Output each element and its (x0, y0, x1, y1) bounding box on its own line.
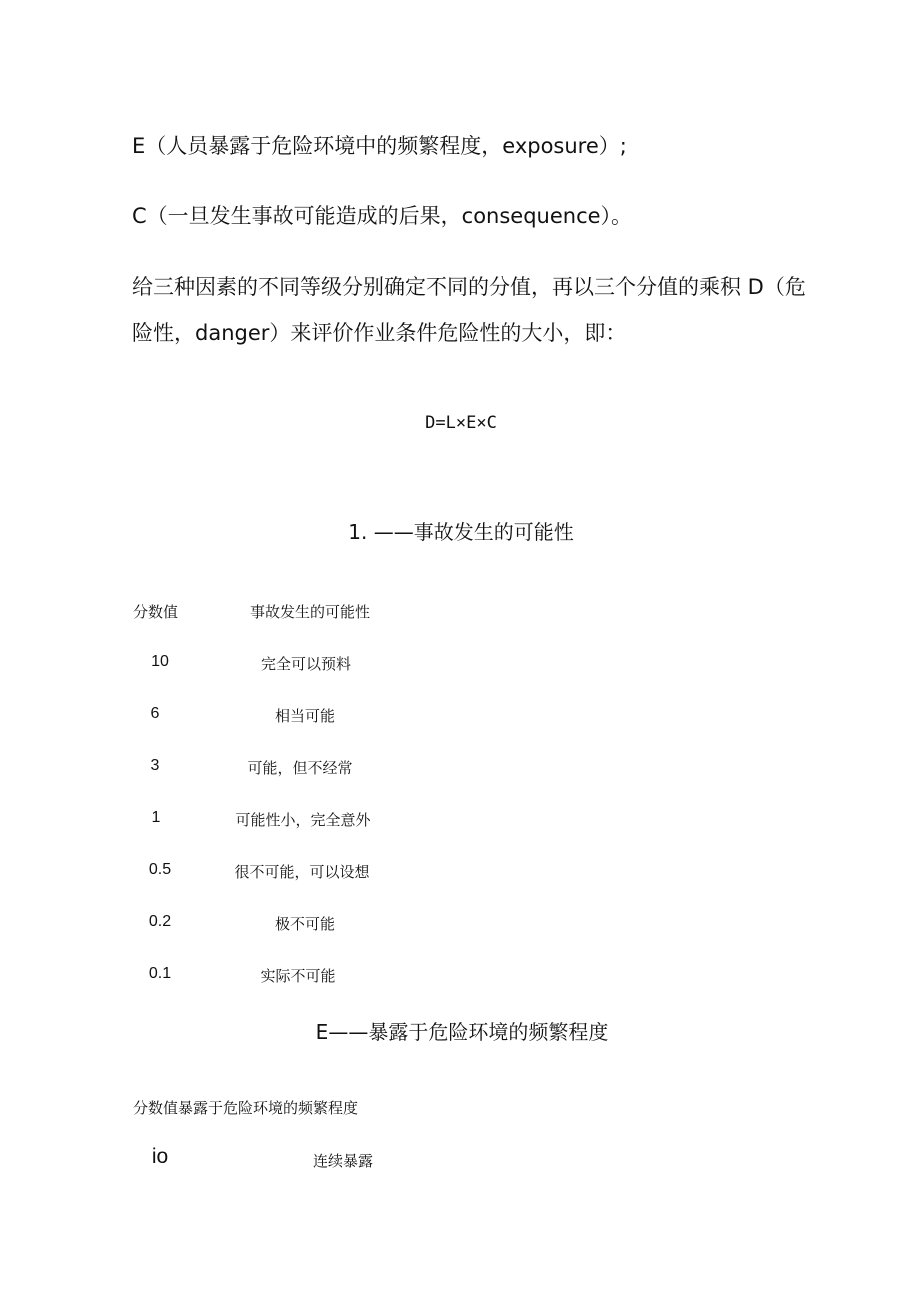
table-row-value: 0.5 (148, 861, 172, 878)
paragraph-intro-line1: 给三种因素的不同等级分别确定不同的分值，再以三个分值的乘积 D（危 (132, 275, 806, 299)
table-row-value: 6 (150, 705, 160, 722)
table-row-value: 0.1 (148, 965, 172, 982)
table-row-desc: 连续暴露 (312, 1152, 374, 1170)
table-row-value: 3 (150, 757, 160, 774)
table-row-value: 0.2 (148, 913, 172, 930)
table-row-value: io (151, 1145, 169, 1168)
table-row-desc: 可能性小，完全意外 (235, 811, 371, 829)
table-row-desc: 极不可能 (274, 915, 336, 933)
paragraph-consequence: C（一旦发生事故可能造成的后果，consequence）。 (132, 204, 633, 228)
table-row-desc: 相当可能 (274, 707, 336, 725)
table-row-desc: 可能，但不经常 (247, 759, 353, 777)
table-row-desc: 很不可能，可以设想 (234, 863, 370, 881)
table-row-value: 10 (151, 653, 169, 670)
table-row-value: 1 (151, 809, 161, 826)
table-row-desc: 完全可以预料 (260, 655, 352, 673)
paragraph-intro-line2: 险性，danger）来评价作业条件危险性的大小，即： (132, 321, 627, 345)
table-row-desc: 实际不可能 (260, 967, 336, 985)
formula: D=L×E×C (425, 413, 497, 433)
section-e-title: E——暴露于危险环境的频繁程度 (315, 1020, 609, 1044)
table-l-header-score: 分数值 (133, 603, 179, 621)
table-l-header-desc: 事故发生的可能性 (249, 603, 371, 621)
section-l-title: 1. ——事故发生的可能性 (348, 520, 574, 544)
table-e-header: 分数值暴露于危险环境的频繁程度 (133, 1099, 359, 1117)
paragraph-exposure: E（人员暴露于危险环境中的频繁程度，exposure）; (132, 134, 627, 158)
